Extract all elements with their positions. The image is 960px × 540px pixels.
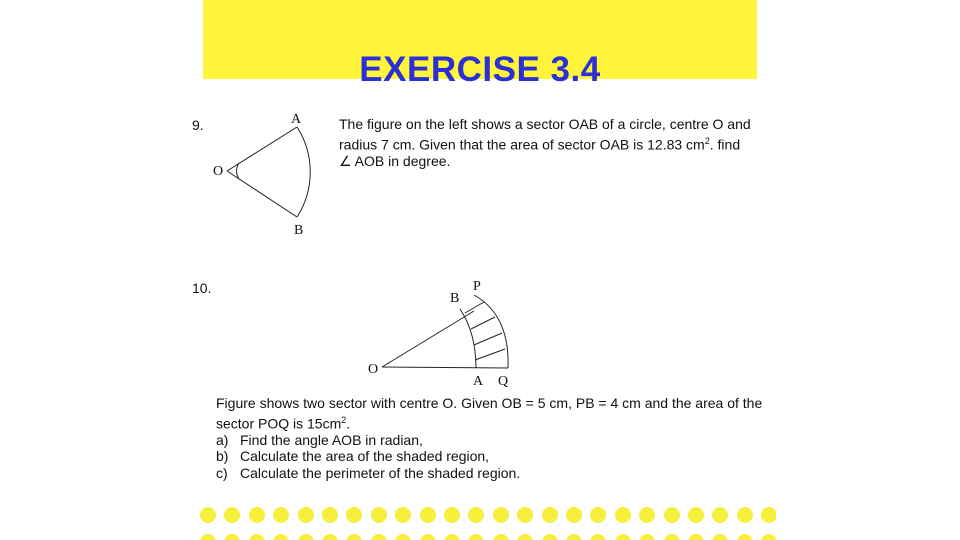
q10-sector-figure (360, 275, 530, 393)
decor-dot (468, 507, 484, 523)
hatch-line (475, 349, 505, 360)
decor-dot (737, 534, 753, 540)
decor-dot (346, 507, 362, 523)
decor-dot (322, 534, 338, 540)
q10-part-a (216, 432, 791, 449)
question-10-number: 10. (192, 280, 212, 296)
q9-sector-figure (205, 105, 335, 240)
decor-dot (590, 534, 606, 540)
decor-dot (712, 507, 728, 523)
decor-dot (639, 534, 655, 540)
decor-dot (493, 534, 509, 540)
q10-superscript: 2 (341, 414, 347, 425)
decor-dot (322, 507, 338, 523)
part-marker: b) (216, 448, 229, 465)
decor-dot (444, 534, 460, 540)
q10-radius-op (382, 311, 474, 367)
decor-dot (664, 507, 680, 523)
decor-dot (688, 534, 704, 540)
q10-stem-line-2: sector POQ is 15cm (216, 415, 342, 432)
hatch-line (471, 317, 495, 329)
decor-dot (566, 507, 582, 523)
q9-label-b: B (294, 223, 304, 238)
decor-dot (761, 534, 776, 540)
decor-dot (712, 534, 728, 540)
q10-label-p: P (473, 279, 481, 294)
decor-dot (761, 507, 776, 523)
q9-arc-ab (297, 127, 310, 217)
hatch-line (474, 333, 502, 345)
q9-line-3: AOB in degree. (351, 152, 451, 169)
decor-dot (664, 534, 680, 540)
q10-radius-oq (382, 367, 508, 368)
decor-dot (468, 534, 484, 540)
q9-text (339, 116, 779, 169)
q10-label-o: O (368, 362, 379, 377)
q10-text (216, 395, 791, 481)
q10-stem-line-1: Figure shows two sector with centre O. Given OB = 5 cm, PB = 4 cm and the area of the (216, 395, 763, 411)
decor-dot (517, 534, 533, 540)
q9-label-o: O (213, 164, 224, 179)
decor-dot (493, 507, 509, 523)
decor-dot (371, 534, 387, 540)
q10-part-b (216, 448, 791, 465)
part-text: Find the angle AOB in radian, (240, 431, 423, 448)
decor-dot (224, 534, 240, 540)
q10-part-c (216, 465, 791, 482)
decor-dot (420, 534, 436, 540)
decor-dot (737, 507, 753, 523)
q9-label-a: A (291, 112, 302, 127)
decor-dot (273, 507, 289, 523)
decor-dot (542, 507, 558, 523)
question-9-number: 9. (192, 117, 204, 133)
decor-dot (298, 534, 314, 540)
q9-superscript: 2 (704, 135, 710, 146)
part-text: Calculate the area of the shaded region, (240, 448, 490, 465)
q10-label-b: B (450, 291, 460, 306)
decor-dot (249, 507, 265, 523)
decor-dot (395, 534, 411, 540)
q10-arc-pq (474, 295, 508, 368)
decor-dot (298, 507, 314, 523)
part-text: Calculate the perimeter of the shaded region. (240, 464, 521, 481)
decor-dot (615, 507, 631, 523)
decor-dot (444, 507, 460, 523)
q9-line-1: The figure on the left shows a sector OAB of a circle, centre O and (339, 116, 751, 132)
q9-radius-ob (227, 171, 297, 217)
decor-dot (249, 534, 265, 540)
decor-dot (371, 507, 387, 523)
decor-dot (224, 507, 240, 523)
decor-dot (346, 534, 362, 540)
q9-line-2: radius 7 cm. Given that the area of sector OAB is 12.83 cm (339, 136, 705, 153)
q10-label-q: Q (498, 374, 509, 389)
page-title: EXERCISE 3.4 (359, 50, 601, 89)
decor-dot (615, 534, 631, 540)
decor-dot (639, 507, 655, 523)
decor-dot (200, 507, 216, 523)
decor-dot (200, 534, 216, 540)
decor-dot (542, 534, 558, 540)
decor-dot (420, 507, 436, 523)
q10-label-a: A (473, 374, 484, 389)
q9-line-2-end: . find (709, 136, 741, 153)
q9-angle-mark (237, 163, 240, 179)
angle-symbol: ∠ (339, 152, 352, 169)
decor-dot (566, 534, 582, 540)
decor-dot (590, 507, 606, 523)
q10-parts-list (216, 432, 791, 482)
decor-dot (273, 534, 289, 540)
decorative-dot-border (196, 505, 776, 540)
decor-dot (517, 507, 533, 523)
part-marker: a) (216, 431, 229, 448)
decor-dot (688, 507, 704, 523)
part-marker: c) (216, 464, 228, 481)
q10-stem-line-2-end: . (346, 415, 351, 432)
decor-dot (395, 507, 411, 523)
hatch-line (465, 302, 484, 313)
q9-radius-oa (227, 127, 297, 171)
